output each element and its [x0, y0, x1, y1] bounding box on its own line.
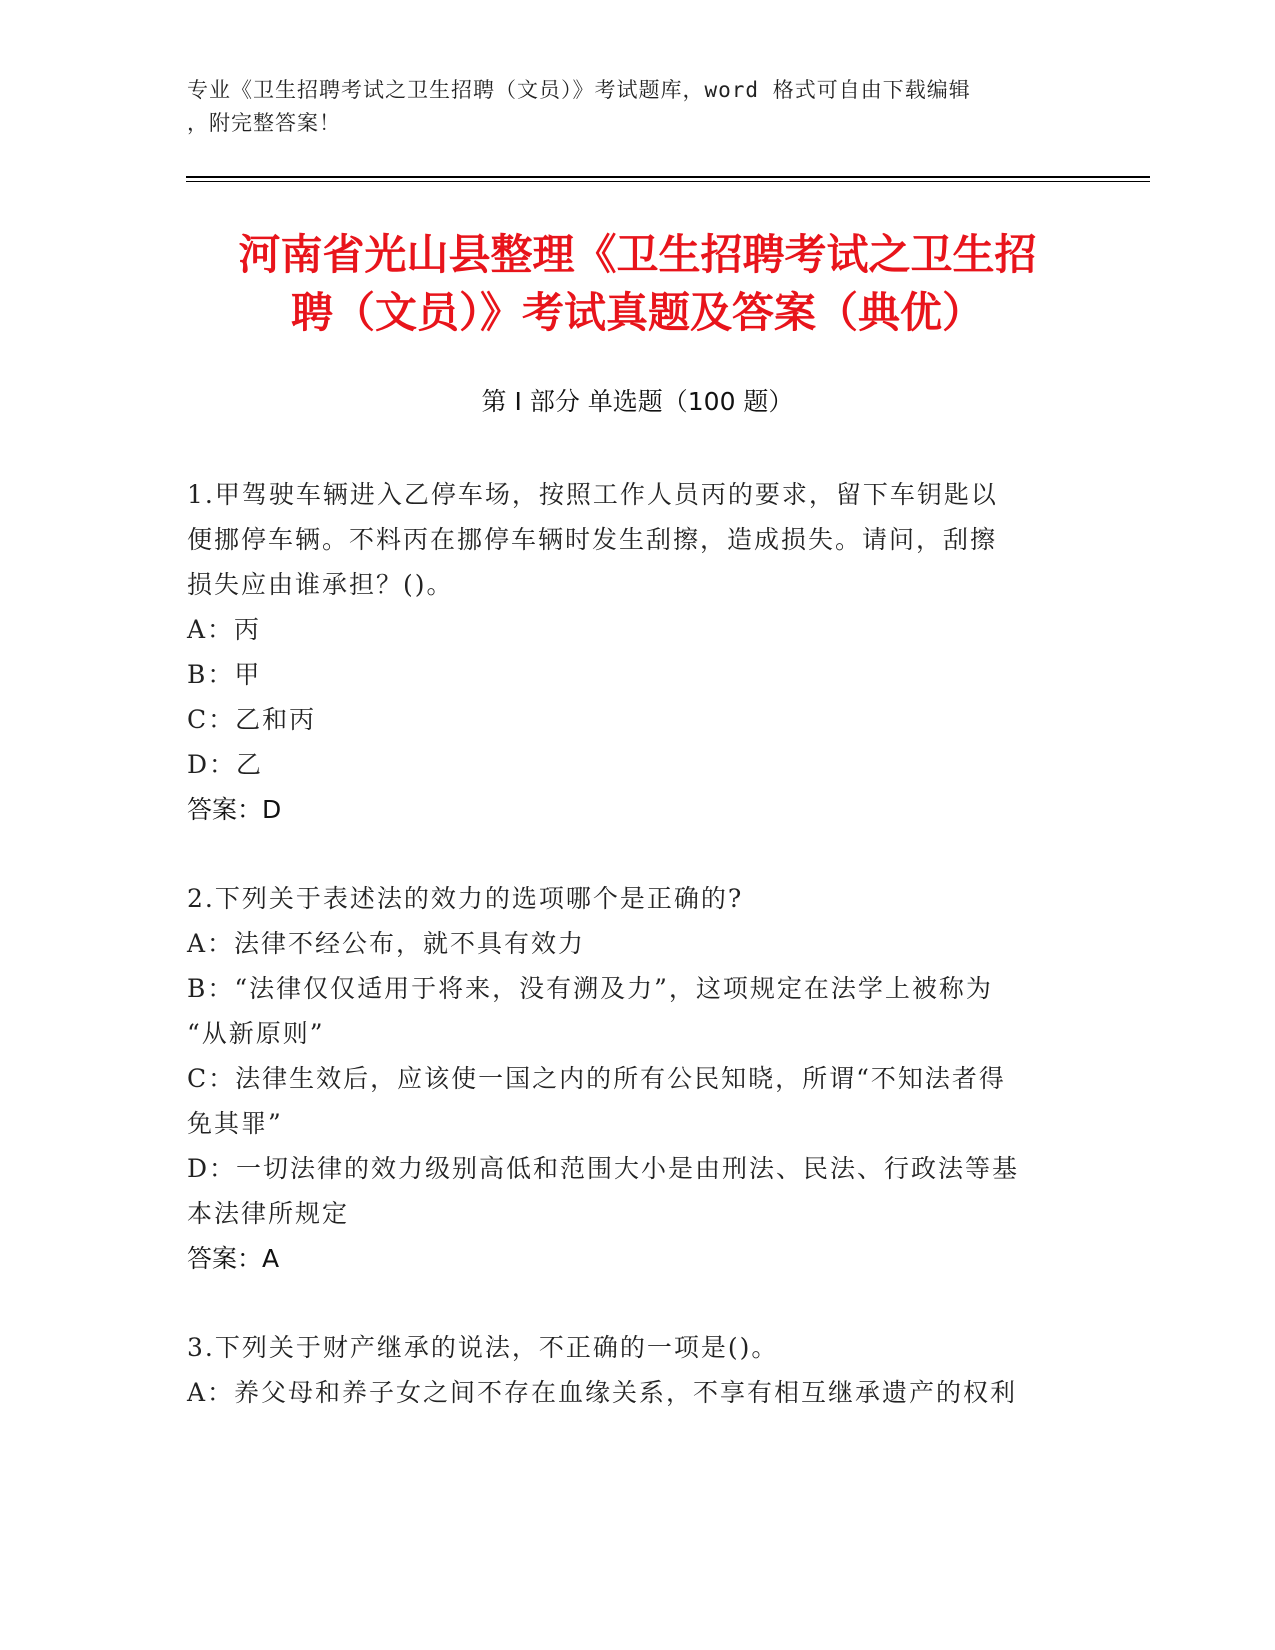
section-title: 第 I 部分 单选题（100 题）	[481, 387, 794, 416]
option-d-continued: 本法律所规定	[187, 1199, 350, 1228]
question-stem-line: 2.下列关于表述法的效力的选项哪个是正确的?	[187, 884, 744, 913]
option-b-continued: “从新原则”	[187, 1019, 325, 1048]
document-title	[170, 226, 1105, 342]
header-note	[187, 74, 1067, 140]
option-c: C：乙和丙	[187, 705, 317, 734]
answer-line: 答案：D	[187, 795, 282, 824]
question-3	[187, 1325, 1067, 1415]
answer-line: 答案：A	[187, 1244, 280, 1273]
header-rule-thick	[186, 176, 1150, 178]
header-rule-thin	[186, 181, 1150, 182]
option-a: A：丙	[187, 615, 262, 644]
question-2	[187, 876, 1067, 1281]
option-d: D：乙	[187, 750, 264, 779]
question-stem-line: 1.甲驾驶车辆进入乙停车场，按照工作人员丙的要求，留下车钥匙以	[187, 480, 998, 509]
header-note-line-1: 专业《卫生招聘考试之卫生招聘（文员）》考试题库，word 格式可自由下载编辑	[187, 78, 971, 102]
option-a: A：养父母和养子女之间不存在血缘关系，不享有相互继承遗产的权利	[187, 1378, 1018, 1407]
document-title-line-1: 河南省光山县整理《卫生招聘考试之卫生招	[238, 230, 1037, 279]
question-stem-line: 便挪停车辆。不料丙在挪停车辆时发生刮擦，造成损失。请问，刮擦	[187, 525, 998, 554]
option-d: D：一切法律的效力级别高低和范围大小是由刑法、民法、行政法等基	[187, 1154, 1020, 1183]
question-list	[187, 472, 1067, 1459]
header-note-line-2: ，附完整答案！	[187, 111, 341, 135]
option-b: B：甲	[187, 660, 262, 689]
question-stem-line: 损失应由谁承担？()。	[187, 570, 454, 599]
option-c: C：法律生效后，应该使一国之内的所有公民知晓，所谓“不知法者得	[187, 1064, 1006, 1093]
option-a: A：法律不经公布，就不具有效力	[187, 929, 586, 958]
question-stem-line: 3.下列关于财产继承的说法，不正确的一项是()。	[187, 1333, 779, 1362]
option-c-continued: 免其罪”	[187, 1109, 283, 1138]
question-1	[187, 472, 1067, 832]
option-b: B：“法律仅仅适用于将来，没有溯及力”，这项规定在法学上被称为	[187, 974, 993, 1003]
document-title-line-2: 聘（文员）》考试真题及答案（典优）	[290, 288, 984, 337]
